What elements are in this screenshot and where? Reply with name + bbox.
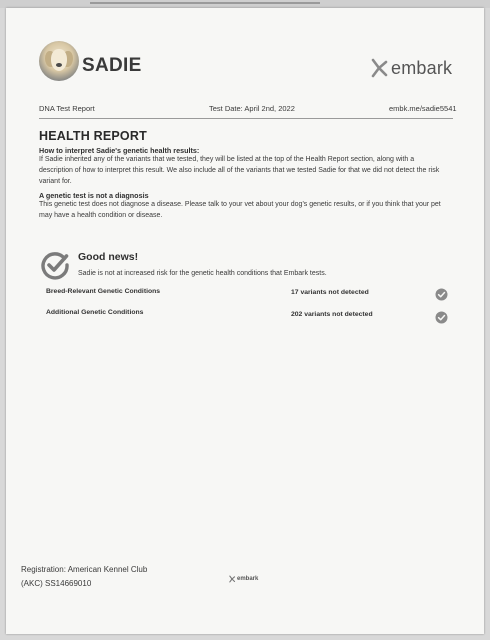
registration-line: Registration: American Kennel Club — [21, 565, 148, 574]
footer-embark-logo — [228, 575, 258, 583]
dog-nose — [56, 63, 62, 67]
diagnosis-heading: A genetic test is not a diagnosis — [39, 191, 149, 200]
condition-value: 202 variants not detected — [291, 311, 373, 318]
scan-line — [90, 2, 320, 4]
check-circle-icon — [435, 311, 448, 324]
good-news-title: Good news! — [78, 251, 139, 263]
embark-wordmark: embark — [391, 57, 453, 78]
interpret-heading: How to interpret Sadie's genetic health results: — [39, 146, 200, 155]
condition-value: 17 variants not detected — [291, 289, 369, 296]
page-title: HEALTH REPORT — [39, 129, 147, 143]
footer-wordmark: embark — [237, 576, 259, 582]
embark-mark-icon — [369, 57, 389, 79]
embark-mark-icon — [228, 575, 236, 583]
good-news-check-icon — [40, 250, 70, 280]
condition-label: Breed-Relevant Genetic Conditions — [46, 288, 161, 295]
diagnosis-paragraph — [39, 199, 453, 221]
header-divider — [39, 118, 453, 119]
profile-url: embk.me/sadie5541 — [389, 104, 457, 113]
scan-edge — [0, 0, 490, 8]
dog-face — [51, 49, 67, 71]
interpret-line: If Sadie inherited any of the variants that we tested, they will be listed at the top of the Health Report section, along with a — [39, 156, 415, 163]
check-circle-icon — [435, 288, 448, 301]
interpret-line: variant for. — [39, 178, 72, 186]
good-news-text: Sadie is not at increased risk for the genetic health conditions that Embark tests. — [78, 270, 327, 277]
condition-label: Additional Genetic Conditions — [46, 309, 144, 316]
report-type: DNA Test Report — [39, 104, 95, 113]
test-date: Test Date: April 2nd, 2022 — [209, 104, 295, 113]
interpret-paragraph — [39, 154, 453, 188]
dog-name: SADIE — [82, 55, 142, 76]
interpret-line: description of how to interpret this result. We also include all of the variants that we tested Sadie for that we did not detect the risk — [39, 167, 440, 175]
embark-logo — [369, 56, 452, 80]
registration-number: (AKC) SS14669010 — [21, 579, 92, 588]
diagnosis-line: may have a health condition or disease. — [39, 212, 163, 220]
report-page — [6, 8, 484, 634]
dog-avatar — [39, 41, 79, 81]
diagnosis-line: This genetic test does not diagnose a disease. Please talk to your vet about your dog's genetic results, or if you think that your pet — [39, 201, 441, 208]
